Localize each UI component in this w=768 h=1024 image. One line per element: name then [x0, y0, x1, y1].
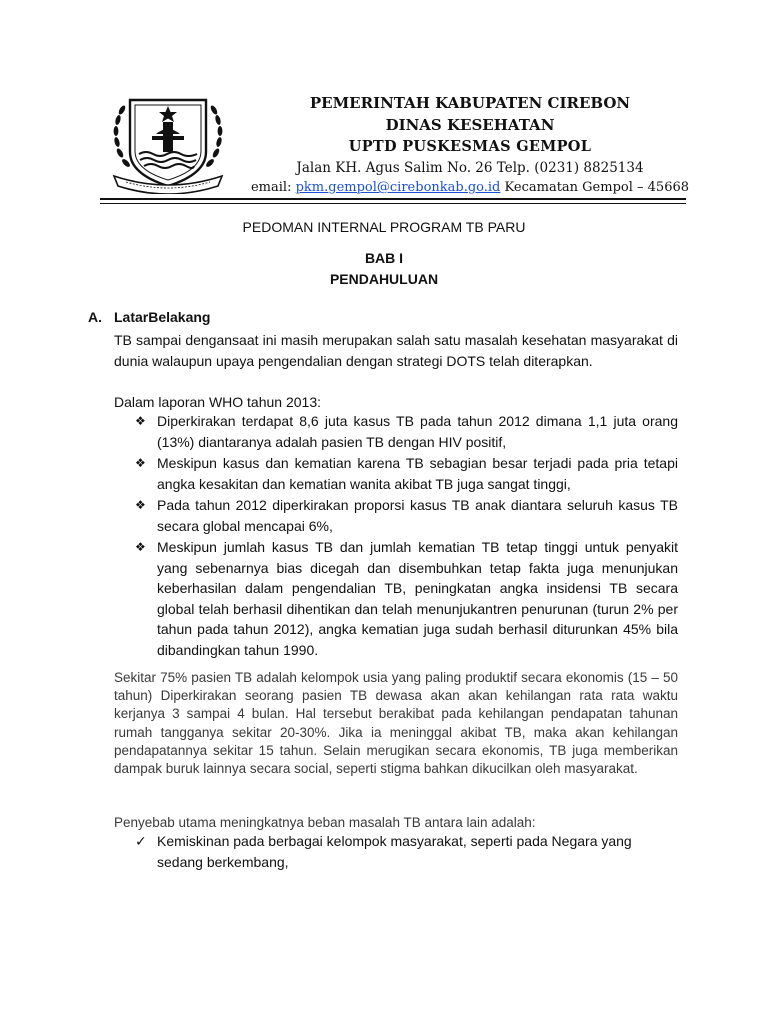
list-item-text: Meskipun jumlah kasus TB dan jumlah kematian TB tetap tinggi untuk penyakit yang sebenarnya bias dicegah dan disembuhkan tetap fakta juga menunjukan keberhasilan dalam pengendalian TB, peningkatan angka insidensi TB secara global telah berhasil dihentikan dan telah menunjukantren penurunan (turun 2% per tahun pada tahun 2012), angka kematian juga sudah berhasil diturunkan 45% bila dibandingkan tahun 1990.: [157, 539, 678, 658]
list-item: [135, 537, 678, 660]
list-item: [135, 495, 678, 536]
district-postcode: Kecamatan Gempol – 45668: [504, 180, 690, 195]
checkmark-icon: ✓: [135, 833, 147, 849]
who-findings-list: [135, 411, 678, 661]
list-item-text: Diperkirakan terdapat 8,6 juta kasus TB pada tahun 2012 dimana 1,1 juta orang (13%) diantaranya adalah pasien TB dengan HIV positif,: [157, 413, 678, 450]
diamond-bullet-icon: ❖: [135, 498, 146, 512]
unit-name: UPTD PUSKESMAS GEMPOL: [348, 138, 592, 155]
address-line: Jalan KH. Agus Salim No. 26 Telp. (0231) 8825134: [296, 160, 644, 176]
chapter-title: PENDAHULUAN: [329, 271, 439, 287]
intro-paragraph: TB sampai dengansaat ini masih merupakan salah satu masalah kesehatan masyarakat di dunia walaupun upaya pengendalian dengan strategi DOTS telah diterapkan.: [114, 332, 678, 369]
cirebon-regency-emblem-icon: [106, 90, 230, 194]
diamond-bullet-icon: ❖: [135, 456, 146, 470]
chapter-number: BAB I: [364, 250, 404, 266]
department-name: DINAS KESEHATAN: [385, 116, 555, 134]
email-link[interactable]: pkm.gempol@cirebonkab.go.id: [295, 180, 501, 195]
letterhead-rule-thin: [100, 203, 686, 204]
section-letter: A.: [88, 309, 102, 325]
diamond-bullet-icon: ❖: [135, 414, 146, 428]
government-name: PEMERINTAH KABUPATEN CIREBON: [309, 94, 631, 112]
list-item-text: Pada tahun 2012 diperkirakan proporsi kasus TB anak diantara seluruh kasus TB secara global mencapai 6%,: [157, 497, 678, 534]
economic-impact-paragraph: Sekitar 75% pasien TB adalah kelompok usia yang paling produktif secara ekonomis (15 – 50 tahun) Diperkirakan seorang pasien TB dewasa akan akan kehilangan rata rata waktu kerjanya 3 sampai 4 bulan. Hal tersebut berakibat pada kehilangan pendapatan tahunan rumah tangganya sekitar 20-30%. Jika ia meninggal akibat TB, maka akan kehilangan pendapatannya sekitar 15 tahun. Selain merugikan secara ekonomis, TB juga memberikan dampak buruk lainnya secara social, seperti stigma bahkan dikucilkan oleh masyarakat.: [114, 670, 678, 777]
letterhead: [240, 92, 700, 198]
list-item: [135, 453, 678, 494]
contact-line: [240, 178, 700, 198]
list-item-text: Kemiskinan pada berbagai kelompok masyarakat, seperti pada Negara yang sedang berkembang,: [157, 833, 632, 870]
causes-list-item: [135, 831, 678, 872]
document-title: PEDOMAN INTERNAL PROGRAM TB PARU: [242, 219, 526, 235]
causes-lead: Penyebab utama meningkatnya beban masalah TB antara lain adalah:: [114, 815, 536, 830]
list-item: [135, 411, 678, 452]
email-label: email:: [250, 180, 292, 195]
diamond-bullet-icon: ❖: [135, 540, 146, 554]
letterhead-rule-thick: [100, 198, 686, 200]
who-report-lead: Dalam laporan WHO tahun 2013:: [114, 394, 321, 410]
section-title: LatarBelakang: [114, 309, 211, 325]
list-item-text: Meskipun kasus dan kematian karena TB sebagian besar terjadi pada pria tetapi angka kesakitan dan kematian wanita akibat TB juga sangat tinggi,: [157, 455, 678, 492]
section-heading: [88, 309, 210, 325]
